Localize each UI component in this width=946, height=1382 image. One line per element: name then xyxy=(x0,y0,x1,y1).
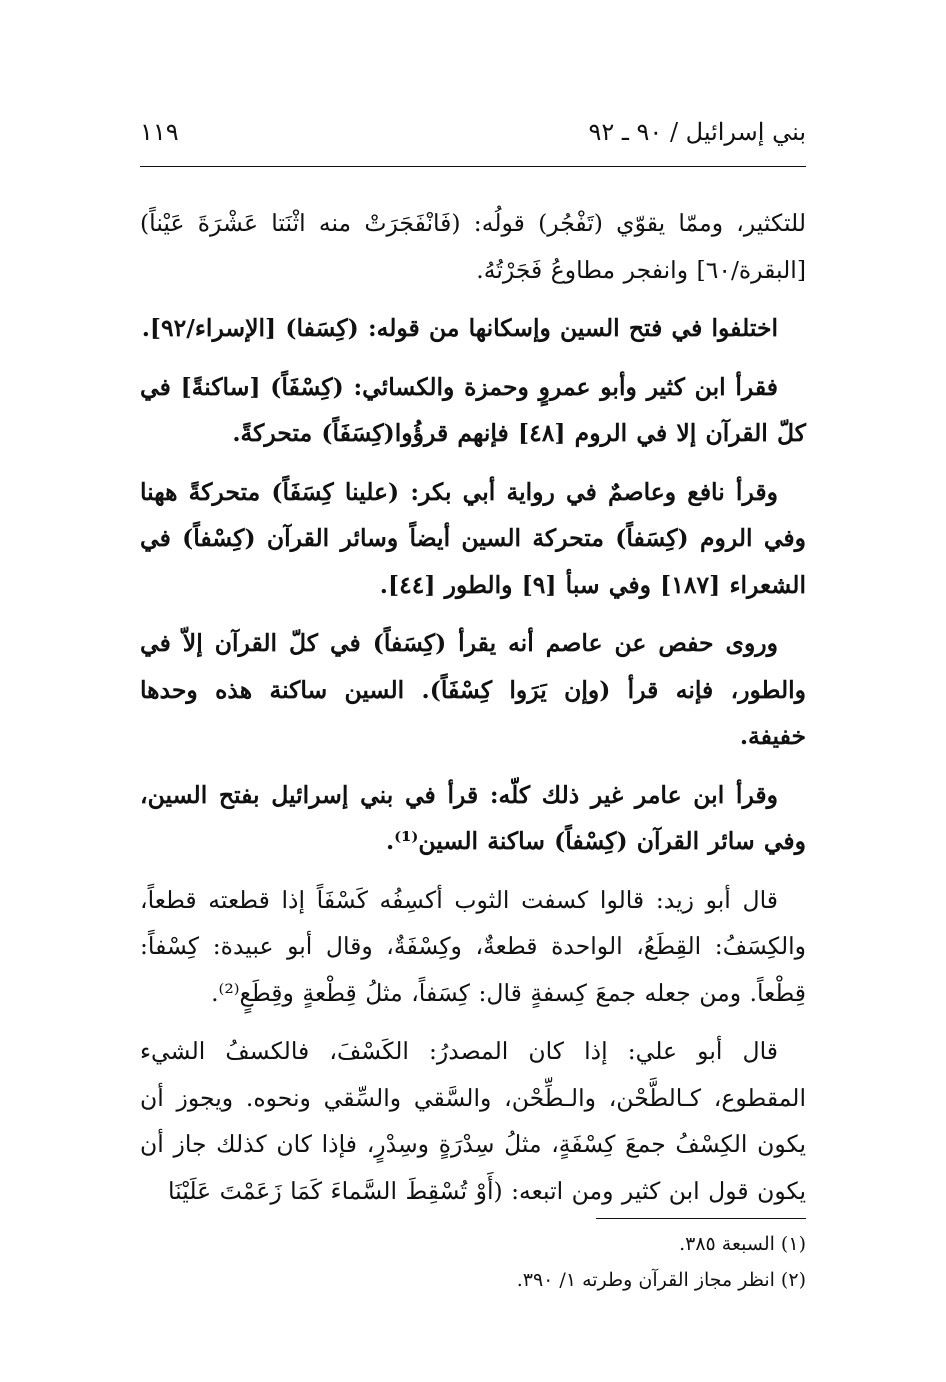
paragraph: فقرأ ابن كثير وأبو عمروٍ وحمزة والكسائي: (كِسْفَاً) [ساكنةً] في كلّ القرآن إلا في الروم [٤٨] فإنهم قرؤُوا(كِسَفَاً) متحركةً. xyxy=(140,372,806,447)
paragraph: قال أبو زيد: قالوا كسفت الثوب أكسِفُه كَسْفَاً إذا قطعته قطعاً، والكِسَفُ: القِطَعُ، الواحدة قطعةٌ، وكِسْفَةٌ، وقال أبو عبيدة: كِسْفاً: قِطْعاً. ومن جعله جمعَ كِسفةٍ قال: كِسَفاً، مثلُ قِطْعةٍ وقِطَعٍ⁽²⁾. xyxy=(140,885,806,1007)
footnote: (١) السبعة ٣٨٥. xyxy=(679,1233,806,1255)
paragraph: وقرأ نافع وعاصمٌ في رواية أبي بكر: (علينا كِسَفَاً) متحركةً ههنا وفي الروم (كِسَفاً) متحركة السين أيضاً وسائر القرآن (كِسْفاً) في الشعراء [١٨٧] وفي سبأ [٩] والطور [٤٤]. xyxy=(140,477,806,599)
page-number: ١١٩ xyxy=(140,118,179,146)
footnotes xyxy=(140,1226,806,1298)
header-rule xyxy=(140,166,806,167)
paragraph: للتكثير، وممّا يقوّي (تَفْجُر) قولُه: (فَانْفَجَرَتْ منه اثْنَتا عَشْرَةَ عَيْناً) [البقرة/٦٠] وانفجر مطاوعُ فَجَرْتُهُ. xyxy=(140,209,806,284)
paragraph: قال أبو علي: إذا كان المصدرُ: الكَسْفَ، فالكسفُ الشيء المقطوع، كـالطَّحْن، والـطِّحْن، والسَّقي والسِّقي ونحوه. ويجوز أن يكون الكِسْفُ جمعَ كِسْفَةٍ، مثلُ سِدْرَةٍ وسِدْرٍ، فإذا كان كذلك جاز أن يكون قول ابن كثير ومن اتبعه: (أَوْ تُسْقِطَ السَّماءَ كَمَا زَعَمْتَ عَلَيْنَا xyxy=(140,1037,806,1205)
footnote: (٢) انظر مجاز القرآن وطرته ١/ ٣٩٠. xyxy=(516,1269,806,1291)
paragraph: اختلفوا في فتح السين وإسكانها من قوله: (كِسَفا) [الإسراء/٩٢]. xyxy=(141,314,778,342)
page-header xyxy=(140,118,806,158)
paragraph: وقرأ ابن عامر غير ذلك كلّه: قرأ في بني إسرائيل بفتح السين، وفي سائر القرآن (كِسْفاً) ساكنة السين⁽¹⁾. xyxy=(140,780,806,855)
paragraph: وروى حفص عن عاصم أنه يقرأ (كِسَفاً) في كلّ القرآن إلاّ في والطور، فإنه قرأ (وإن يَرَوا كِسْفَاً). السين ساكنة هذه وحدها خفيفة. xyxy=(140,629,806,750)
footnote-rule xyxy=(596,1218,806,1219)
main-text xyxy=(140,200,806,1214)
running-title: بني إسرائيل / ٩٠ ـ ٩٢ xyxy=(588,118,806,146)
